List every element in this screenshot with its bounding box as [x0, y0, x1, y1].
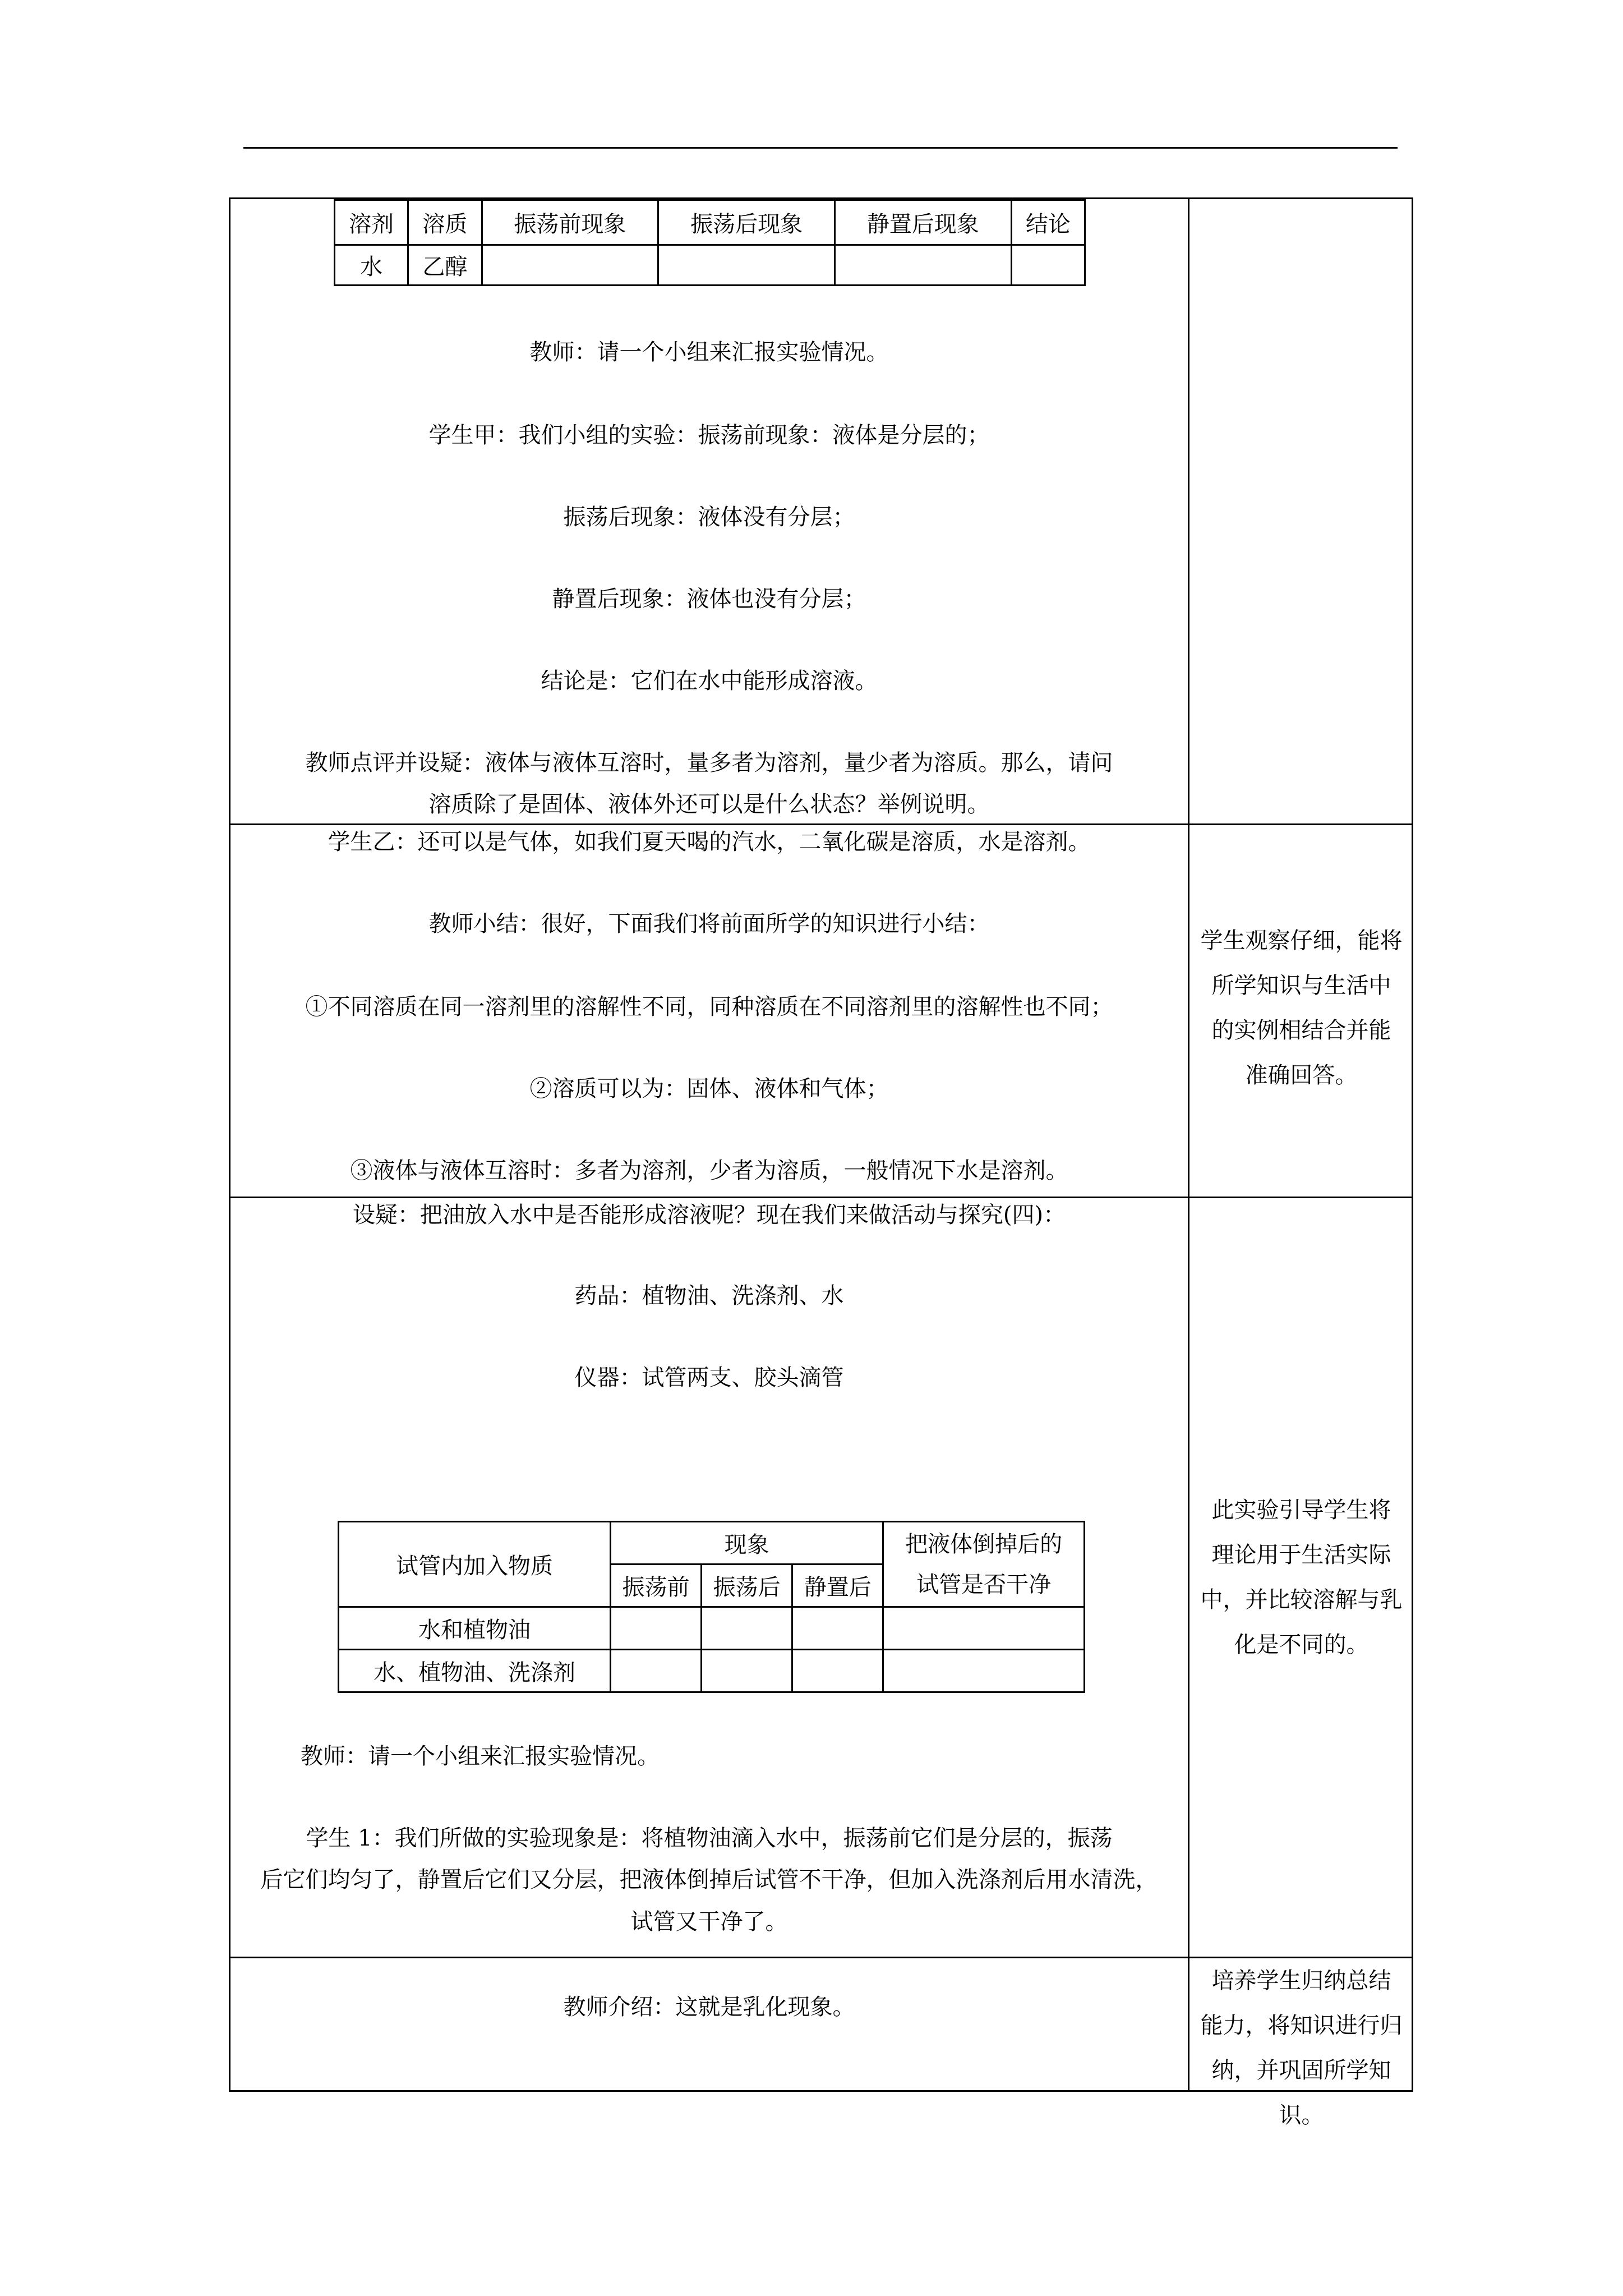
- table-row: [339, 1607, 1085, 1650]
- th-before-shaking: 振荡前现象: [482, 200, 658, 245]
- text-line: ③液体与液体互溶时：多者为溶剂，少者为溶质，一般情况下水是溶剂。: [350, 1158, 1068, 1184]
- text-line: 后它们均匀了，静置后它们又分层，把液体倒掉后试管不干净，但加入洗涤剂后用水清洗，: [260, 1867, 1158, 1893]
- text-line: 设疑：把油放入水中是否能形成溶液呢？现在我们来做活动与探究(四)：: [352, 1202, 1066, 1228]
- th-after-standing: 静置后: [792, 1565, 883, 1607]
- cell-conclusion: [1011, 245, 1085, 286]
- table-row: [339, 1650, 1085, 1692]
- th-tube-clean: [883, 1522, 1085, 1607]
- cell-substance: 水和植物油: [339, 1607, 611, 1650]
- remark-note: [1189, 1958, 1413, 2138]
- th-substance: 试管内加入物质: [339, 1522, 611, 1607]
- text-line: 振荡后现象：液体没有分层；: [563, 504, 855, 530]
- text-line: 教师：请一个小组来汇报实验情况。: [301, 1743, 660, 1769]
- th-before-shaking: 振荡前: [611, 1565, 702, 1607]
- text-line: 结论是：它们在水中能形成溶液。: [541, 668, 878, 694]
- th-solvent: 溶剂: [335, 200, 408, 245]
- cell-tube-clean: [883, 1650, 1085, 1692]
- text-line: 学生 1：我们所做的实验现象是：将植物油滴入水中，振荡前它们是分层的，振荡: [306, 1825, 1113, 1851]
- cell-solvent: 水: [335, 245, 408, 286]
- text-line: 溶质除了是固体、液体外还可以是什么状态？举例说明。: [428, 792, 990, 817]
- cell-after-standing: [792, 1607, 883, 1650]
- text-line: ①不同溶质在同一溶剂里的溶解性不同，同种溶质在不同溶剂里的溶解性也不同；: [305, 994, 1113, 1020]
- cell-after-standing: [792, 1650, 883, 1692]
- cell-after-shaking: [702, 1650, 792, 1692]
- th-solute: 溶质: [408, 200, 482, 245]
- remark-line: 此实验引导学生将: [1211, 1497, 1391, 1523]
- cell-before-shaking: [611, 1650, 702, 1692]
- lesson-row-4: [229, 1957, 1413, 2128]
- text-line: 教师介绍：这就是乳化现象。: [563, 1994, 855, 2020]
- text-line: 学生乙：还可以是气体，如我们夏天喝的汽水，二氧化碳是溶质，水是溶剂。: [328, 829, 1091, 855]
- remark-line: 的实例相结合并能: [1211, 1018, 1391, 1043]
- cell-before-shaking: [611, 1607, 702, 1650]
- remark-line: 所学知识与生活中: [1211, 973, 1391, 999]
- remark-note: [1189, 918, 1413, 1098]
- cell-before-shaking: [482, 245, 658, 286]
- column-divider: [1188, 199, 1189, 823]
- cell-substance: 水、植物油、洗涤剂: [339, 1650, 611, 1692]
- header-rule: [243, 147, 1398, 149]
- cell-after-shaking: [702, 1607, 792, 1650]
- lesson-row-3: [229, 1197, 1413, 1958]
- text-line: 试管又干净了。: [630, 1909, 788, 1935]
- remark-note: [1189, 1488, 1413, 1667]
- text-line: 静置后现象：液体也没有分层；: [552, 586, 866, 612]
- remark-line: 理论用于生活实际: [1211, 1542, 1391, 1568]
- cell-after-shaking: [658, 245, 835, 286]
- th-after-shaking: 振荡后: [702, 1565, 792, 1607]
- remark-line: 纳，并巩固所学知识。: [1211, 2058, 1391, 2128]
- cell-after-standing: [834, 245, 1011, 286]
- th-tube-clean-line1: 把液体倒掉后的: [905, 1531, 1063, 1557]
- remark-line: 能力，将知识进行归: [1200, 2013, 1403, 2039]
- cell-solute: 乙醇: [408, 245, 482, 286]
- text-line: 仪器：试管两支、胶头滴管: [574, 1365, 844, 1391]
- remark-line: 学生观察仔细，能将: [1200, 928, 1403, 954]
- text-line: 教师：请一个小组来汇报实验情况。: [529, 339, 889, 365]
- cell-tube-clean: [883, 1607, 1085, 1650]
- solvent-solute-table: [334, 199, 1086, 286]
- lesson-row-2: [229, 823, 1413, 1198]
- th-after-standing: 静置后现象: [834, 200, 1011, 245]
- text-line: 教师小结：很好，下面我们将前面所学的知识进行小结：: [428, 911, 990, 937]
- remark-line: 中，并比较溶解与乳: [1200, 1587, 1403, 1613]
- text-line: ②溶质可以为：固体、液体和气体；: [529, 1076, 889, 1102]
- th-conclusion: 结论: [1011, 200, 1085, 245]
- text-line: 药品：植物油、洗涤剂、水: [574, 1283, 844, 1309]
- th-after-shaking: 振荡后现象: [658, 200, 835, 245]
- remark-line: 培养学生归纳总结: [1211, 1968, 1391, 1994]
- th-phenomenon: 现象: [611, 1522, 883, 1565]
- text-line: 学生甲：我们小组的实验：振荡前现象：液体是分层的；: [428, 422, 990, 448]
- th-tube-clean-line2: 试管是否干净: [916, 1571, 1052, 1598]
- remark-line: 化是不同的。: [1234, 1632, 1369, 1658]
- lesson-row-1: [229, 197, 1413, 825]
- remark-line: 准确回答。: [1245, 1062, 1358, 1088]
- text-line: 教师点评并设疑：液体与液体互溶时，量多者为溶剂，量少者为溶质。那么，请问: [305, 750, 1113, 776]
- emulsion-table: [338, 1521, 1085, 1693]
